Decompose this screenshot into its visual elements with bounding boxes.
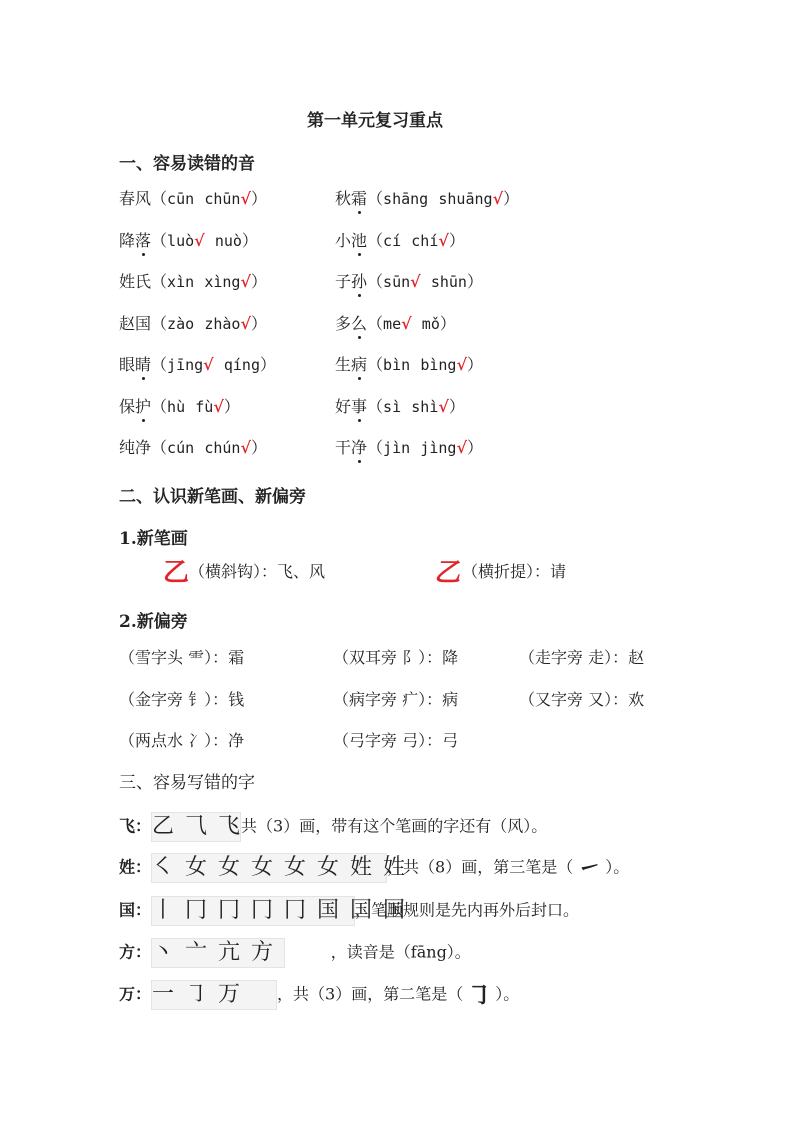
pinyin-item [335, 314, 456, 334]
word-char: 净 [351, 438, 368, 457]
stroke-order-image: 丶 亠 亢 方 [151, 938, 285, 968]
paren: ） [466, 355, 483, 374]
section-3-heading: 三、容易写错的字 [119, 773, 255, 793]
check-mark: √ [456, 438, 467, 457]
paren: （ [367, 355, 384, 374]
word-char: 多 [335, 313, 352, 333]
pinyin-option: fù [195, 397, 214, 416]
word-char: 事 [351, 396, 368, 416]
radical-item: （两点水 冫）：净 [119, 731, 245, 750]
writing-line [119, 980, 519, 1010]
char-label: 姓： [119, 857, 152, 877]
space [410, 438, 420, 457]
pinyin-option: bìng [420, 356, 457, 374]
paren: ） [466, 272, 483, 291]
word-char: 小 [335, 230, 352, 250]
word-char: 秋 [335, 189, 352, 208]
pinyin-option: xìng [204, 273, 241, 291]
paren: ） [250, 438, 267, 457]
pinyin-option: chún [204, 439, 241, 457]
word-char: 睛 [135, 355, 152, 374]
space [205, 231, 215, 250]
paren: （ [367, 313, 384, 333]
new-strokes-subheading: 1.新笔画 [119, 529, 188, 549]
word-char: 生 [335, 355, 352, 374]
pinyin-item [335, 438, 483, 458]
pinyin-item [119, 397, 240, 417]
paren: （ [151, 272, 168, 291]
space [401, 231, 411, 250]
pinyin-item [335, 355, 483, 375]
pinyin-item [119, 231, 258, 251]
space [410, 355, 420, 374]
word-char: 春 [119, 189, 136, 208]
pinyin-item [119, 189, 267, 209]
line-text: ）。 [495, 984, 520, 1004]
paren: ） [439, 313, 456, 333]
word-char: 么 [351, 313, 368, 333]
pinyin-option: shì [411, 397, 439, 416]
pinyin-item [119, 272, 267, 292]
radical-item: （金字旁 钅）：钱 [119, 689, 245, 709]
line-text: 共（3）画，带有这个笔画的字还有（风）。 [241, 816, 548, 836]
writing-line [119, 853, 629, 883]
writing-line [119, 896, 579, 926]
stroke-item-hengzheti [432, 557, 567, 588]
stroke-order-image: 乙 ⺄ 飞 [151, 812, 241, 842]
stroke-answer-icon: ㇀ [577, 853, 602, 882]
radical-item: （雪字头 ⻗）：霜 [119, 648, 245, 667]
word-char: 净 [135, 438, 152, 457]
radical-item: （双耳旁 阝）：降 [333, 648, 459, 667]
pinyin-option: cún [167, 439, 195, 457]
check-mark: √ [438, 230, 449, 250]
word-char: 赵 [119, 313, 136, 333]
writing-line [119, 812, 547, 842]
line-text: ，读音是（fāng）。 [330, 942, 471, 962]
stroke-item-hengxiegou [163, 557, 326, 588]
pinyin-item [119, 314, 267, 334]
check-mark: √ [240, 313, 251, 333]
space [428, 189, 438, 208]
stroke-order-image: 一 ㇆ 万 [151, 980, 277, 1010]
hengxiegou-stroke-icon: 乙 [163, 557, 190, 588]
line-text: ，共（8）画，第三笔是（ [387, 857, 574, 877]
check-mark: √ [240, 438, 251, 457]
pinyin-item [335, 272, 483, 292]
pinyin-item [335, 397, 465, 417]
word-char: 好 [335, 396, 352, 416]
space [194, 438, 204, 457]
check-mark: √ [456, 355, 467, 374]
space [185, 397, 195, 416]
paren: （ [151, 313, 168, 333]
line-text: ）。 [605, 857, 630, 877]
stroke-order-image: 丨 冂 冂 冂 冂 国 国 国 [151, 896, 355, 926]
pinyin-option: sūn [383, 273, 411, 291]
paren: （ [151, 438, 168, 457]
space [194, 272, 204, 291]
radical-item: （病字旁 疒）：病 [333, 689, 459, 709]
paren: ） [466, 438, 483, 457]
paren: ） [503, 189, 520, 208]
space [194, 189, 204, 208]
check-mark: √ [203, 355, 214, 374]
radical-item: （走字旁 走）：赵 [519, 648, 645, 667]
word-char: 孙 [351, 272, 368, 291]
word-char: 病 [351, 355, 368, 374]
hengzheti-text: （横折提）：请 [462, 562, 567, 581]
pinyin-option: shūn [430, 273, 467, 291]
new-radicals-subheading: 2.新偏旁 [119, 612, 188, 632]
space [421, 272, 431, 291]
char-label: 飞： [119, 816, 152, 836]
paren: ） [250, 189, 267, 208]
pinyin-option: bìn [383, 356, 411, 374]
radical-item: （又字旁 又）：欢 [519, 689, 645, 709]
check-mark: √ [240, 272, 251, 291]
pinyin-option: cí [383, 231, 402, 250]
check-mark: √ [240, 189, 251, 208]
pinyin-item [335, 231, 465, 251]
word-char: 落 [135, 230, 152, 250]
pinyin-option: mǒ [421, 314, 440, 333]
word-char: 干 [335, 438, 352, 457]
paren: （ [151, 230, 168, 250]
pinyin-option: shāng [383, 190, 429, 208]
pinyin-option: me [383, 314, 402, 333]
word-char: 眼 [119, 355, 136, 374]
char-label: 方： [119, 942, 152, 962]
check-mark: √ [492, 189, 504, 208]
space [214, 355, 224, 374]
space [412, 314, 422, 333]
pinyin-option: zào [167, 314, 195, 333]
pinyin-option: chí [411, 231, 439, 250]
word-char: 霜 [351, 189, 368, 208]
page-title: 第一单元复习重点 [307, 111, 443, 131]
section-1-heading: 一、容易读错的音 [119, 154, 255, 174]
word-char: 保 [119, 396, 136, 416]
paren: （ [367, 396, 384, 416]
pinyin-option: jìn [383, 439, 411, 457]
paren: （ [151, 396, 168, 416]
pinyin-option: jìng [420, 439, 457, 457]
paren: （ [367, 230, 384, 250]
paren: ） [259, 355, 276, 374]
line-text: ，共（3）画，第二笔是（ [277, 984, 464, 1004]
pinyin-option: qíng [223, 356, 260, 374]
section-2-heading: 二、认识新笔画、新偏旁 [119, 487, 306, 507]
writing-line [119, 938, 471, 968]
word-char: 护 [135, 396, 152, 416]
pinyin-option: nuò [214, 231, 242, 250]
gap [285, 943, 331, 962]
word-char: 风 [135, 189, 152, 208]
pinyin-option: hù [167, 397, 186, 416]
pinyin-option: chūn [204, 190, 241, 208]
paren: （ [367, 189, 384, 208]
paren: ） [223, 396, 240, 416]
char-label: 国： [119, 900, 152, 920]
paren: ） [250, 272, 267, 291]
space [401, 397, 411, 416]
word-char: 国 [135, 313, 152, 333]
line-text: ，笔顺规则是先内再外后封口。 [355, 900, 580, 920]
paren: （ [151, 189, 168, 208]
pinyin-option: xìn [167, 273, 195, 291]
check-mark: √ [410, 272, 421, 291]
word-char: 姓 [119, 272, 136, 291]
pinyin-item [119, 355, 276, 375]
word-char: 子 [335, 272, 352, 291]
word-char: 池 [351, 230, 368, 250]
word-char: 氏 [135, 272, 152, 291]
paren: ） [250, 313, 267, 333]
word-char: 降 [119, 230, 136, 250]
pinyin-item [119, 438, 267, 458]
pinyin-option: cūn [167, 190, 195, 208]
pinyin-option: luò [167, 231, 195, 250]
check-mark: √ [213, 396, 224, 416]
pinyin-option: jīng [167, 356, 204, 374]
paren: （ [367, 438, 384, 457]
hengxiegou-text: （横斜钩）：飞、风 [189, 562, 326, 581]
char-label: 万： [119, 984, 152, 1004]
paren: ） [448, 396, 465, 416]
stroke-answer-icon: ㇆ [467, 980, 492, 1009]
space [194, 314, 204, 333]
hengzheti-stroke-icon: 乙 [432, 557, 466, 588]
paren: ） [448, 230, 465, 250]
pinyin-option: sì [383, 397, 402, 416]
pinyin-item [335, 189, 519, 209]
radical-item: （弓字旁 弓）：弓 [333, 731, 459, 750]
pinyin-option: shuāng [438, 190, 493, 208]
check-mark: √ [401, 313, 412, 333]
paren: （ [367, 272, 384, 291]
stroke-order-image: ㇛ 女 女 女 女 女 姓 姓 [151, 853, 387, 883]
check-mark: √ [194, 230, 205, 250]
word-char: 纯 [119, 438, 136, 457]
paren: ） [241, 230, 258, 250]
check-mark: √ [438, 396, 449, 416]
paren: （ [151, 355, 168, 374]
pinyin-option: zhào [204, 314, 241, 333]
